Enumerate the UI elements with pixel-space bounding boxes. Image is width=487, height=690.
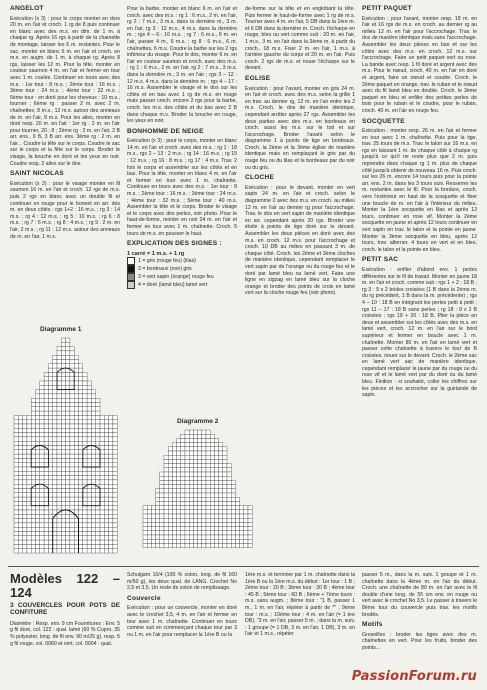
legend-swatch-icon xyxy=(127,281,135,289)
legend-swatch-icon xyxy=(127,265,135,273)
section-heading-petit-sac: PETIT SAC xyxy=(362,256,399,264)
section-heading-eglise: EGLISE xyxy=(245,74,271,82)
paragraph-petit-paquet: Exécution : pour l'avant, monter resp. 18 m. en l'air et 16 rgs de m.s. en croch. au dernier rg au milieu 12 m. en l'air pour l'accrochage. Trav. le dos de manière identique mais sans l'accrochage. Assembler les deux pièces en bas et sur les côtés avec des m.s. en croch. 12 m.s. sur l'accrochage. Faire un petit paquet vert ou rose. La bande avec resp. 1 fil doré et argent avec des m.s. Pour le nœud, croch. 40 m. en l'air en doré et argent, faire un nœud et coudre. Croch. le 2ème paquet en orange, trav. le ruban et le nœud avec du fil lamé bleu en double. Croch. le 3ème paquet en bleu et enfiler des petites perles de bois pour le ruban et le coudre, pour le ruban, croch. 40 m. en l'air en rouge feu. xyxy=(362,15,477,114)
column-3 xyxy=(245,6,355,301)
section-heading-couvercle: Couvercle xyxy=(127,594,161,602)
bottom-column-2 xyxy=(127,572,237,638)
section-heading-angelot: ANGELOT xyxy=(10,5,44,12)
legend-heading: EXPLICATION DES SIGNES : xyxy=(127,240,222,248)
materials-paragraph: Diamètre : Resp. env. 9 cm Fournitures : Env. 5 g fil doré, col. 122 : qual. lamé (60 % Cupro, 35 % polyester, long. de fil env. 90 m/25 g), resp. 5 g fil rouge, col. 0060 et vert, col. 0004 : qual. xyxy=(10,620,120,647)
section-heading-cloche: CLOCHE xyxy=(245,174,275,182)
column-4 xyxy=(362,6,477,403)
diagram-1-church-grid xyxy=(12,336,120,558)
paragraph-angelot: Exécution (x 3) : pour le corps monter en dors 20 m. en l'air et croch. 1 rg de 8 puis continuer en blanc avec des m.s. en dim. de 1 m. à chaque rg. Après 16 rgs à partir de la chainette de montage, laisser les 6 m. restantes. Pour le sac, monter en blanc 6 m. en l'air et croch. en m.s. en augm. de 1 m. à chaque rg. Après 8 rgs, laisser les 12 m. Pour la tête, monter en couleur saumon 4 m. en l'air et fermer en tour avec 1 m. coulée. Continuer en tours avec des m.s. : 1er tour : 8 m.s. ; 2ème tour : 16 m.s. ; 3ème tour : 24 m.s. ; 4ème tour : 32 m.s. ; 5ème tour : en doré pour les cheveux : 10 m.s., tourner ; 6ème rg : passer 2 m. avec 2 m. chaînettes, 8 m.s., 12 m.s. autour des anneaux de m. en l'air, 8 m.s. Pour les ailes, monter en doré resp. 20 m. en l'air : 1er rg : 2 m. en l'air pour tourner, 20 ; 8 ; 2ème rg : 2 m. en l'air, 2 B arr. ens., 9 B, 3 B arr. ens. 3ème rg : 2 m. en l'air... Coudre la tête sur le corps. Coudre le sac sur le corps et la fête sur le corps. Broder le visage, la bouche en doré et les yeux en noir. Coudre resp. 2 ailes sur le dos. xyxy=(10,15,120,167)
diagram-1-title: Diagramme 1 xyxy=(40,326,82,333)
model-subtitle: 3 COUVERCLES POUR POTS DE CONFITURE xyxy=(10,602,120,617)
bottom-column-1 xyxy=(10,572,120,647)
section-heading-bonhomme: BONHOMME DE NEIGE xyxy=(127,127,204,135)
paragraph-motifs: Groseilles : broder les tiges avec des m. chaînettes en vert. Pour les fruits, broder des points... xyxy=(362,631,477,651)
paragraph-bonhomme: Exécution (x 3) : pour le corps, monter en blanc 14 m. en l'air et croch. avec des m.s. : rg 1 : 18 m.s., rgs 2 – 13 : 2 m.s. ; rg 14 : 16 m.s. ; rg 15 : 12 m.s. ; rg 16 : 8 m.s. ; rg 17 : 4 m.s. Trav. 2 fois le corps et assembler sur les côtés et en bas. Pour la tête, monter en blanc 4 m. en l'air et fermer en tour avec 1 m. chaînette. Continuer en tours avec des m.s. : 1er tour : 8 m.s. ; 2ème tour : 16 m.s. ; 3ème tour : 24 m.s. ; 4ème tour : 32 m.s. ; 5ème tour : 40 m.s. Assembler la tête et le corps. Broder le visage et le corps avec des perles, voir photo. Pour le haut-de-forme, monter en noir 24 m. en l'air et fermer en tour avec 1 m. chaînette. Croch. 5 tours de m.s. en pousser le haut. xyxy=(127,138,237,237)
materials-continued: Schulgarn 10/4 (100 % coton, long. de fil 160 m/50 g), les deux qual. de LANG. Crochet No 2,5 et 3,5. Un reste de coton de remplissage. xyxy=(127,572,237,592)
section-divider xyxy=(8,566,479,567)
legend xyxy=(127,251,237,290)
legend-item-2: 1 = gris (rouge feu) (lilas) xyxy=(127,257,237,265)
paragraph-cloche: Exécution : pour le devant, monter en vert sapin 24 m. en l'air et croch. selon le diagramme 2 avec des m.s. en croch. au milieu 12 m. en l'air au dernier rg pour l'accrochage. Trav. le dos en vert sapin de manière identique en arr. cependant après 20 rgs. Broder une étoile à points de tige doré sur le devant. Assembler les deux pièces en doré avec des m.s. en croch. 12 m.s. pour l'accrochage et croch. 10 DB au milieu en passant 3 m. de chaque côté. Croch. les 2ème et 3ème cloches de manière identique, cependant remplacer le vert sapin par de l'orange ou du rouge feu et le doré par lamé bleu ou lamé vert. Faire une ligne en zigzag en lamé bleu sur la cloche orange et broder des points de croix en lamé vert sur la cloche rouge feu (voir photo). xyxy=(245,184,355,297)
section-heading-petit-paquet: PETIT PAQUET xyxy=(362,5,412,12)
legend-swatch-icon xyxy=(127,257,135,265)
paragraph-barbe: Pour la barbe, monter en blanc 6 m. en l'air et croch. avec des m.s. : rg 1 : 6 m.s., 2 m. en l'air, rg 2 : 7 m.s., 3 m.s. dans la dernière m., 3 m. en l'air, rg 3 : 12 m.s., 4 m.s. dans la dernière m. ; rgs 4 – 6 : 16 m.s. ; rg 7 : 6 m.s., 6 m. en l'air, passer 4 m., 6 m.s. ; rg 8 : 6 m.s., 6 m. chaînettes, 6 m.s. Coudre la barbe sur les 2 rgs inférieur du visage. Pour le dos, monter 6 m. en l'air en couleur saumon et croch. avec des m.s. : rg 1 : 6 m.s., 2 m. en l'air, rg 2 : 7 m.s., 3 m.s. dans la dernière m., 3 m. en l'air ; rgs 3 – 12 : 12 m.s. 4 m.s. dans la dernière m. ; rgs 4 – 17 : 16 m.s. Assembler le visage et le dos sur les côtés et en bas avec 1 rg de m.s. en rouge mais passer croch. encore 2 rgs pour la barbe, croch. les m.s. des côtés et du bas avec 2 B dans chaque m.s. Broder la bouche en rouge, les yeux en noir. xyxy=(127,6,237,125)
paragraph-couvercle-continued: 1ère m.s. et terminer par 1 m. chaînette dans la 1ère B ou la 1ère m.s. du début : 1er tour : 1 B ; 2ème tour : 20 B ; 3ème tour : 30 B ; 4ème tour : 45 B ; 5ème tour : 60 B ; 6ème + 7ème tours : m.s. sans augm. ; 8ème tour : "1 B, passer 1 m., 1 m. en l'air, répéter à partir de *" ; 9ème tour : m.s. ; 10ème tour : 4 m. en l'air (= 1 ère DB), "3 m. en l'air, passer 5 m. ; dans la m. suiv. : 1 groupe (= 1 DB, 3 m. en l'air, 1 DB), 3 m. en l'air et 1 m.s., répéter xyxy=(245,572,355,638)
section-heading-motifs: Motifs xyxy=(362,621,383,629)
column-2 xyxy=(127,6,237,289)
watermark-logo: PassionForum.ru xyxy=(351,669,477,684)
section-heading-saint-nicolas: SAINT NICOLAS xyxy=(10,170,64,178)
paragraph-haut-de-forme: de-forme sur la tête et en englobant la tête. Puis fermer le haut-de-forme avec 1 rg de m.s. Tourner avec 4 m. en l'air, 5 DB dans la 1ère m. et 6 DB dans la dernière m. Croch. l'écharpe en rouge, bleu ou vert comme suit : 20 m. en l'air, 1 m.s., 3 m. en l'air dans la 3ème m. à partir du croch., 18 m.s. Fixer 2 m. en l'air, 1 m.s. à l'arrière gauche du corps et 20 m. en l'air. Puis croch. 2 rgs de m.s. et nouer l'écharpe sur le devant. xyxy=(245,6,355,72)
paragraph-couvercle-end: passer 5 m., dans la m. suiv. 1 groupe et 1 m. chaînette dans la 4ème m. en l'air du début. Croch. une chaînette de 80 m. en l'air avec le fil double d'une long. de 55 cm env. en rouge ou vert avec le crochet No 3,5. Le passer à travers le 8ème tour du couvercle puis trav. les motifs brodés. xyxy=(362,572,477,618)
legend-swatch-icon xyxy=(127,273,135,281)
diagram-2-bell-grid xyxy=(140,428,258,558)
paragraph-saint-nicolas: Exécution (x 3) : pour le visage monter en fil saumon 16 m. en l'air et croch. 12 rgs de m.s. puis 2 rgs en blanc avec un double fil et continuer en rouge pour le bonnet en arr. des m. en deux côtés : rgs 1+2 : 16 m.s. ; rg 3 : 14 m.s. ; rg 4 : 12 m.s. ; rg 5 : 10 m.s. ; rg 6 : 8 m.s. ; rg 7 : 6 m.s. ; rg 8 : 4 m.s. ; rg 9 : 2 m. en l'air, 2 m.s. ; rg 11 : 12 m.s. autour des anneaux de m. en l'air, 1 m.s. xyxy=(10,180,120,240)
diagram-2-title: Diagramme 2 xyxy=(177,418,219,425)
legend-item-5: 4 = doré (lamé bleu) lamé vert xyxy=(127,281,237,289)
model-title: Modèles 122 – 124 xyxy=(10,571,120,600)
legend-item-4: 3 = vert sapin (orange) rouge feu xyxy=(127,273,237,281)
paragraph-socquette: Exécution : monter resp. 26 m. en l'air et fermer en tour avec 1 m. chaînette. Puis pour la tige, trav. 25 tours de m.s. Trav. le talon sur 16 m.s. en rgs en laissant 1 m. de chaque côté à chaque rg jusqu'à ce qu'il ne reste plus que 2 m. puis reprendre dans chaque rg 1 m. plus de chaque côté jusqu'à obtenir de nouveau 16 m. Puis croch. sur les 26 m. encore 14 tours puis pour la pointe arr. ens. 2 m. dans les 3 tours suiv. Resserrer les m. restantes avec le fil. Pour la bordure, croch. vers l'extérieur en haut de la socquette et fixer une boucle de m. en l'air à l'intérieur du milieu. Monter la 1ère socquette en lilas et après 12 tours, continuer en rose vif. Monter la 2ème socquette en jaune et après 12 tours continuer en vert sapin en trav. le talon et la pointe en jaune. Monter la 3ème socquette en bleu, après 12 tours, trav. alterner. 4 tours en vert et en bleu, croch. le talon et la pointe en bleu. xyxy=(362,128,477,253)
paragraph-eglise: Exécution : pour l'avant, monter en gris 24 m. en l'air et croch. avec des m.s. selon la grille 1 en trav. au dernier rg, 12 m. en l'air entre les 2 m.s. Croch. le dos de manière identique, cependant arrêter après 27 rgs. Assembler les deux parties avec des m.s. en bordeaux en croch. aussi les m.s. sur le toit et sur l'accrochage. Broder l'avant selon le diagramme 1 à points de tige en bordeaux. Croch. la 2ème et la 3ème église de manière identique mais en remplaçant le gris par du rouge feu ou du lilas et le bordeaux par du noir ou du gris. xyxy=(245,85,355,171)
bottom-column-3 xyxy=(245,572,355,638)
column-1 xyxy=(10,6,120,244)
legend-item-1: 1 carré = 1 m.s. + 1 rg xyxy=(127,250,185,257)
paragraph-couvercle: Exécution : pour un couvercle, monter en doré avec le crochet 3,5, 4 m. en l'air et fermer en tour avec 1 m. chaînette. Continuer en tours comme suit en commençant chaque tour par 3 ou 1 m. en l'air pour remplacer la 1ère B ou la xyxy=(127,605,237,638)
paragraph-petit-sac: Exécution : enfiler d'abord env. 1 perles différentes sur le fil de travail. Monter en jaune 18 m. en l'air et croch. comme suit : rgs 1 + 2 : 18 B ; rg 3 : 9 x 2 brides croisées (1 B dans la 2ème m. du rg précédent, 1 B dans la m. précédente) ; rgs 4 – 10 : 18 B en intégrant les perles petit à petit ; rgs 11 – 17 : 18 B sans perles ; rg 18 : 9 x 2 B croisées ; rgs 19 + 20 : 18 B. Plier la pièce en deux et assembler sur les côtés avec des m.s. en lamé vert, croch. 12 m. en l'air sur le bord supérieur et fermer en boucle avec 1 m. chaînette. Monter 80 m. en l'air en lamé vert et passer cette chaînette à travers le tour de B croisées, nouer sur le devant. Croch. le 2ème sac en lamé vert sac de manière identique, cependant remplacer le jaune par du rouge ou du rose vif et le lamé vert par du doré ou du lamé bleu. Finition : si souhaité, coller les chiffres sur les pièces et les accrocher sur la guirlande de sapin. xyxy=(362,266,477,399)
legend-item-3: 2 = bordeaux (noir) gris xyxy=(127,265,237,273)
bottom-column-4 xyxy=(362,572,477,652)
section-heading-socquette: SOCQUETTE xyxy=(362,117,405,125)
